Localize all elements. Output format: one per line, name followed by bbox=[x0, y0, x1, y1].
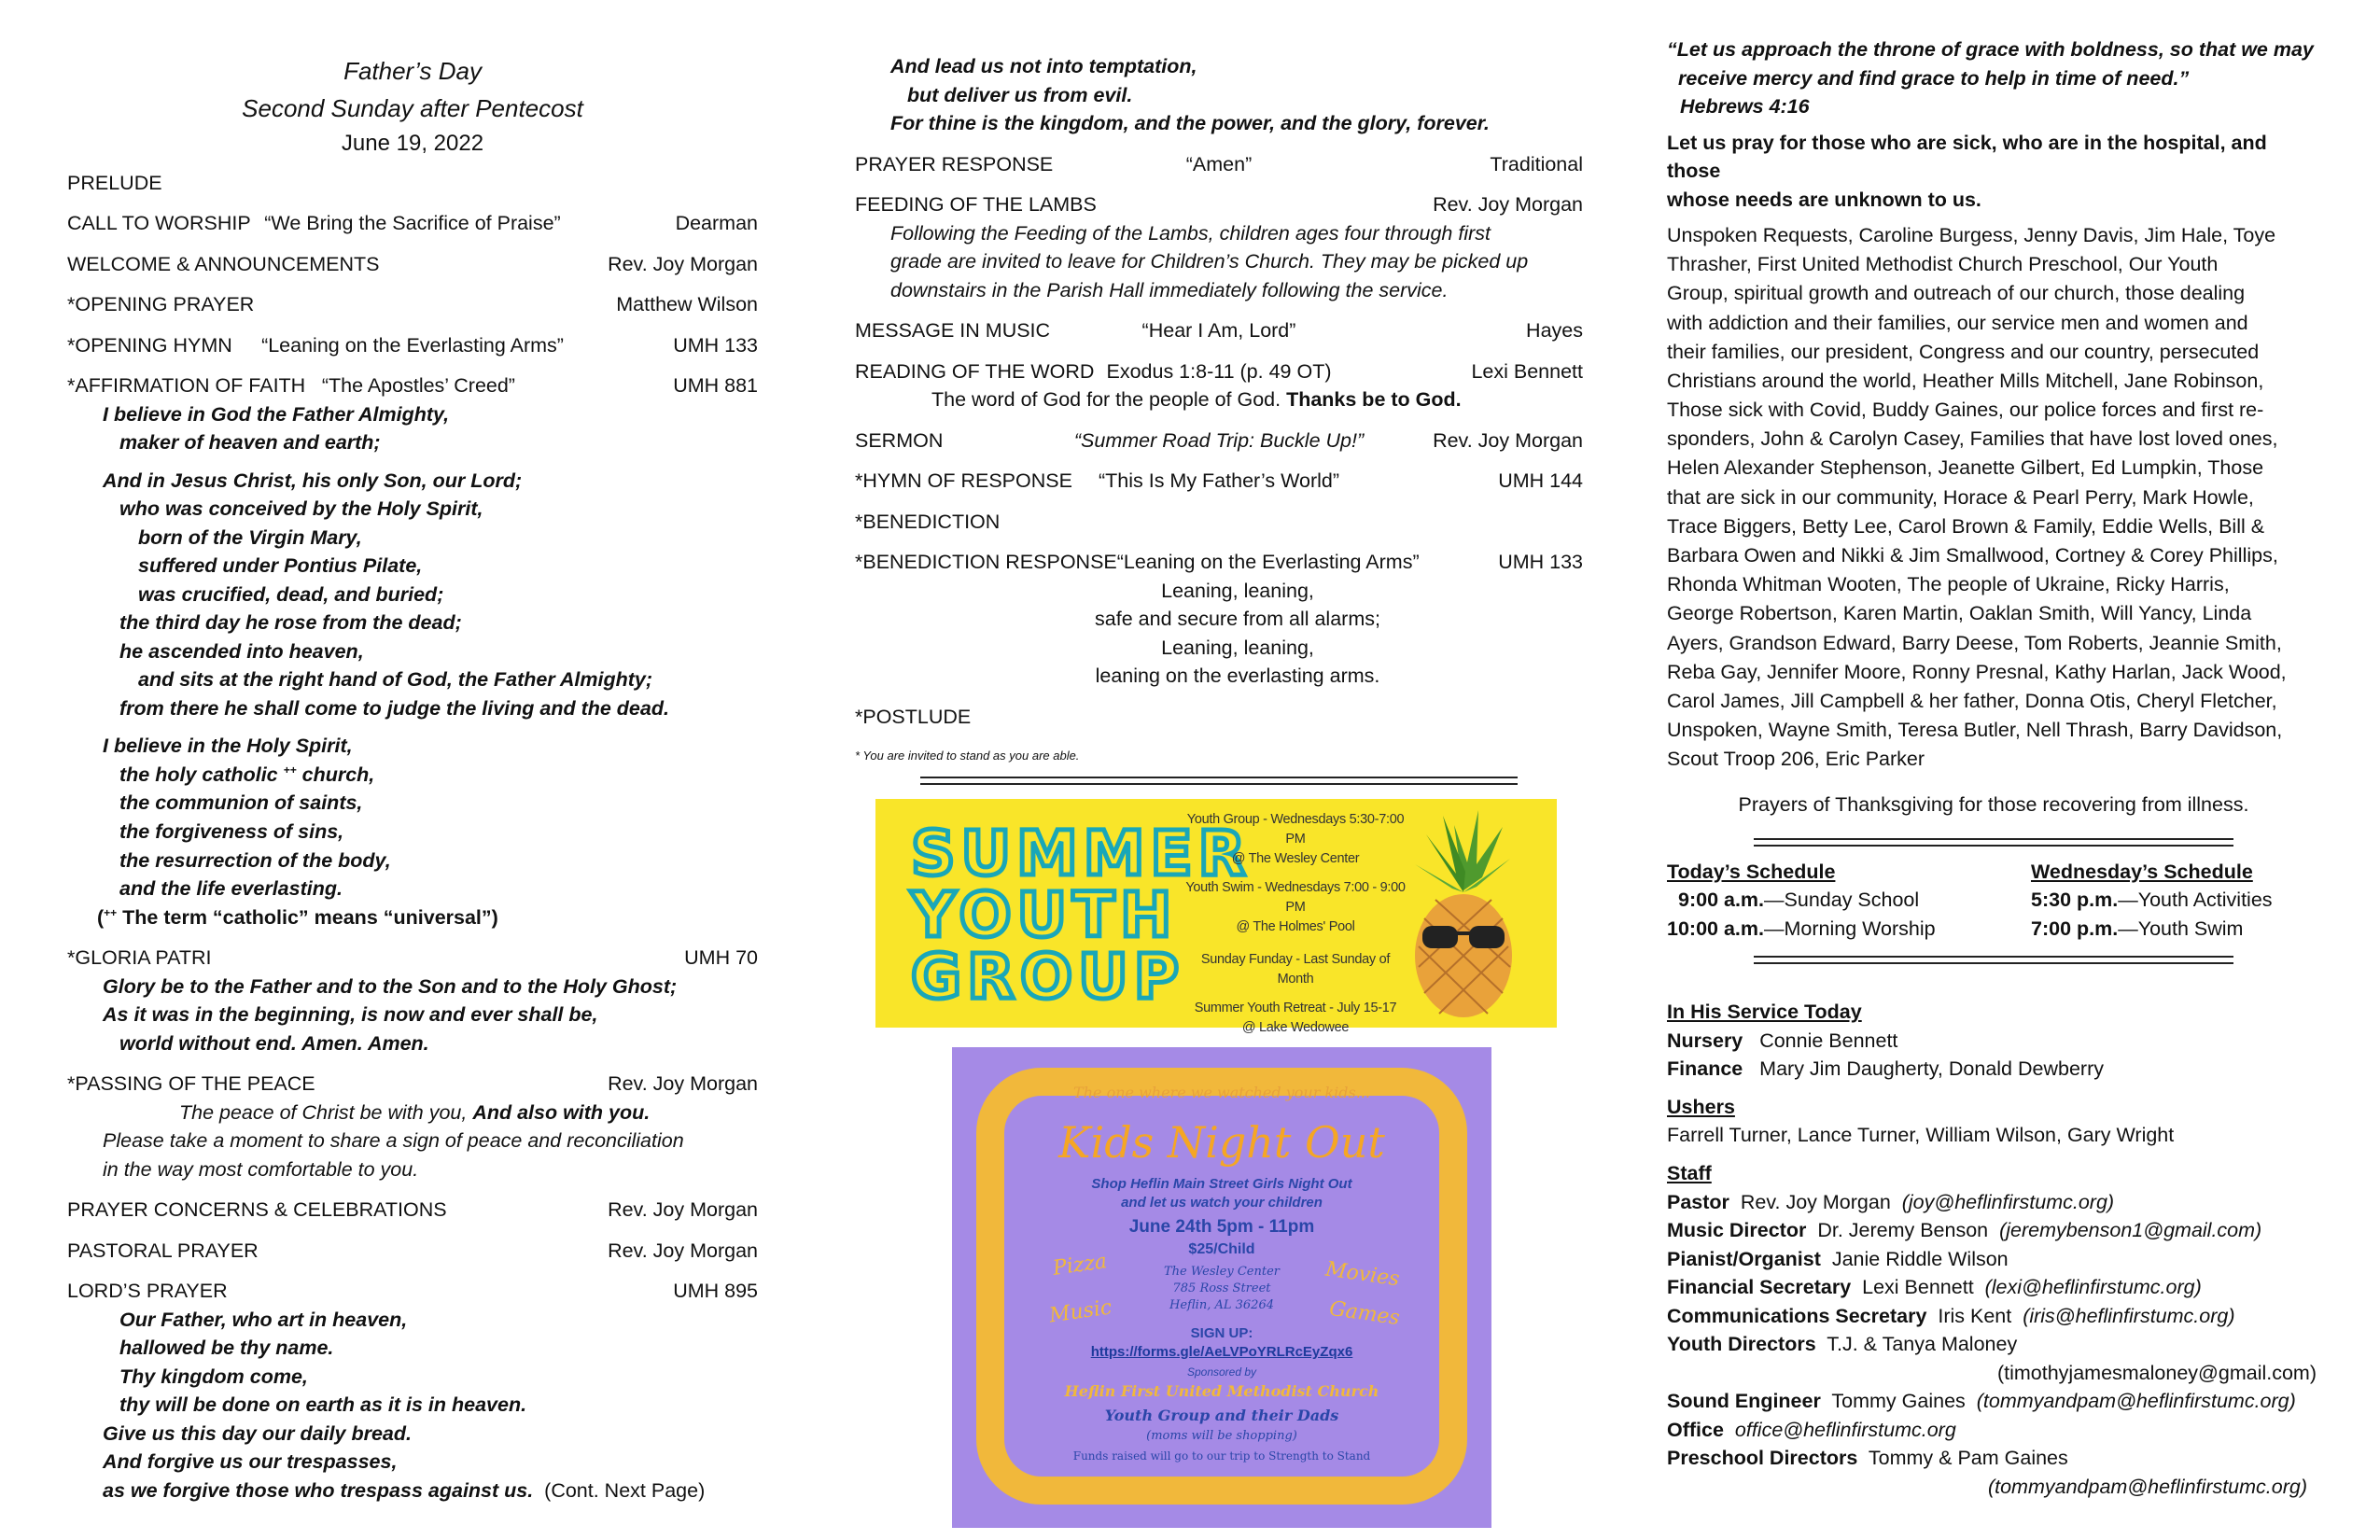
gloria-patri: *GLORIA PATRI UMH 70 bbox=[67, 946, 758, 970]
postlude: *POSTLUDE bbox=[855, 705, 972, 728]
feeding-instructions: Following the Feeding of the Lambs, children ages four through first grade are invited to leave for Children’s Church. They may be picked up downstairs in the Parish Hall immediately following the service. bbox=[890, 221, 1529, 301]
benediction-lyrics: Leaning, leaning, safe and secure from all alarms; Leaning, leaning, leaning on the everlasting arms. bbox=[1095, 579, 1380, 688]
youth-directors-email: (timothyjamesmaloney@gmail.com) bbox=[1996, 1361, 2317, 1384]
feeding-of-the-lambs: FEEDING OF THE LAMBS Rev. Joy Morgan bbox=[855, 193, 1583, 217]
peace-response: The peace of Christ be with you, And also with you. bbox=[179, 1100, 651, 1124]
scripture-verse: “Let us approach the throne of grace with boldness, so that we may receive mercy and find grace to help in time of need.” Hebrews 4:16 bbox=[1667, 38, 2314, 119]
summer-youth-group-heading: SUMMER YOUTH GROUP bbox=[911, 818, 1252, 1013]
lords-prayer-continued: And lead us not into temptation, but deliver us from evil. For thine is the kingdom, and the power, and the glory, forever. bbox=[890, 55, 1490, 135]
order-of-worship-column-1: Father’s Day Second Sunday after Pentecost June 19, 2022 PRELUDE CALL TO WORSHIP “We Bring the Sacrifice of Praise” Dearman WELCOME & ANNOUNCEMENTS Rev. Joy Morgan *OPENING PRAYER Matthew Wilson *OPENING HYMN “Leaning on the Everlasting Arms” UMH 133 *AFFIRMATION OF FAITH “The Apostles’ Creed” UMH 881 I believe in God the Father Almighty, maker of heaven and earth; And in Jesus Christ, his only Son, our Lord; who was conceived by the Holy Spirit, born of the Virgin Mary, suffered under Pontius Pilate, was crucified, dead, and buried; the third day he rose from the dead; he ascended into heaven, and sits at the right hand of God, the Father Almighty; from there he shall come to judge the living and the dead. I believe in the Holy Spirit, the holy catholic ++ church, the communion of saints, the forgiveness of sins, the resurrection of the body, and the life everlasting. (++ The term “catholic” means “universal”) *GLORIA PATRI UMH 70 Glory be to the Father and to the Son and to the Holy Ghost; As it was in the beginning, is now and ever shall be, world without end. Amen. Amen. *PASSING OF THE PEACE Rev. Joy Morgan The peace of Christ be with you, And also with you. Please take a moment to share a sign of peace and reconciliation in the way most comfortable to you. PRAYER CONCERNS & CELEBRATIONS Rev. Joy Morgan PASTORAL PRAYER Rev. Joy Morgan LORD’S PRAYER UMH 895 Our Father, who art in heaven, hallowed be thy name. Thy kingdom come, thy will be done on earth as it is in heaven. Give us this day our daily bread. And forgive us our trespasses, as we forgive those who trespass against us. (Cont. Next Page) bbox=[67, 52, 758, 1505]
pizza-label: Pizza bbox=[1051, 1250, 1109, 1281]
bulletin-date: June 19, 2022 bbox=[341, 130, 484, 156]
message-in-music: MESSAGE IN MUSIC “Hear I Am, Lord” Hayes bbox=[855, 319, 1583, 343]
staff-row: Pastor Rev. Joy Morgan (joy@heflinfirstumc.org) bbox=[1667, 1190, 2115, 1213]
sermon: SERMON “Summer Road Trip: Buckle Up!” Rev. Joy Morgan bbox=[855, 428, 1583, 452]
staff-row: Financial Secretary Lexi Bennett (lexi@heflinfirstumc.org) bbox=[1667, 1276, 2202, 1299]
benediction-response: *BENEDICTION RESPONSE “Leaning on the Everlasting Arms” UMH 133 bbox=[855, 551, 1583, 574]
staff-row: Youth Directors T.J. & Tanya Maloney bbox=[1667, 1333, 2018, 1356]
prayer-intro: Let us pray for those who are sick, who are in the hospital, and those whose needs are unknown to us. bbox=[1667, 131, 2267, 211]
prayer-requests: Unspoken Requests, Caroline Burgess, Jenny Davis, Jim Hale, Toye Thrasher, First United Methodist Church Preschool, Our Youth Group, spiritual growth and outreach of our church, those dealing with addiction and their families, our service men and women and their families, our president, Congress and our country, persecuted Christians around the world, Heather Mills Mitchell, Jane Robinson, Those sick with Covid, Buddy Gaines, our police forces and first re- sponders, John & Carolyn Casey, Families that have lost loved ones, Helen Alexander Stephenson, Jeanette Gilbert, Ed Lumpkin, Those that are sick in our community, Horace & Pearl Perry, Mark Howle, Trace Biggers, Betty Lee, Carol Brown & Family, Eddie Wells, Bill & Barbara Owen and Nikki & Jim Smallwood, Cortney & Corey Phillips, Rhonda Whitman Wooten, The people of Ukraine, Ricky Harris, George Robertson, Karen Martin, Oaklan Smith, Will Yancy, Linda Ayers, Grandson Edward, Barry Deese, Tom Roberts, Jeannie Smith, Reba Gay, Jennifer Moore, Ronny Presnal, Kathy Harlan, Jack Wood, Carol James, Jill Campbell & her father, Donna Otis, Cheryl Fletcher, Unspoken, Wayne Smith, Teresa Butler, Nell Thrash, Barry Davidson, Scout Troop 206, Eric Parker bbox=[1667, 224, 2287, 771]
event-date: June 24th 5pm - 11pm bbox=[1128, 1217, 1315, 1237]
reading-response: The word of God for the people of God. Thanks be to God. bbox=[931, 388, 1462, 412]
signup-link[interactable]: https://forms.gle/AeLVPoYRLRcEyZqx6 bbox=[1090, 1344, 1353, 1360]
stand-note: * You are invited to stand as you are able. bbox=[855, 749, 1080, 763]
opening-hymn: *OPENING HYMN “Leaning on the Everlasting Arms” UMH 133 bbox=[67, 333, 758, 357]
divider bbox=[1754, 838, 2233, 847]
reading-of-the-word: READING OF THE WORD Exodus 1:8-11 (p. 49 OT) Lexi Bennett bbox=[855, 359, 1583, 383]
prayer-and-info-column bbox=[1667, 35, 2320, 1501]
catholic-note: (++ The term “catholic” means “universal”) bbox=[97, 905, 498, 929]
pastoral-prayer: PASTORAL PRAYER Rev. Joy Morgan bbox=[67, 1239, 758, 1262]
prelude: PRELUDE bbox=[67, 171, 162, 194]
gloria-text: Glory be to the Father and to the Son and to the Holy Ghost; As it was in the beginning, is now and ever shall be, world without end. Amen. Amen. bbox=[103, 974, 678, 1055]
flyer-tagline: The one where we watched your kids... bbox=[1073, 1084, 1370, 1101]
music-label: Music bbox=[1047, 1295, 1113, 1328]
movies-label: Movies bbox=[1323, 1257, 1401, 1292]
opening-prayer: *OPENING PRAYER Matthew Wilson bbox=[67, 293, 758, 316]
flyer-title: Kids Night Out bbox=[1058, 1117, 1385, 1168]
order-of-worship-column-2 bbox=[855, 52, 1583, 785]
apostles-creed: I believe in God the Father Almighty, maker of heaven and earth; And in Jesus Christ, his only Son, our Lord; who was conceived by the Holy Spirit, born of the Virgin Mary, suffered under Pontius Pilate, was crucified, dead, and buried; the third day he rose from the dead; he ascended into heaven, and sits at the right hand of God, the Father Almighty; from there he shall come to judge the living and the dead. I believe in the Holy Spirit, the holy catholic ++ church, the communion of saints, the forgiveness of sins, the resurrection of the body, and the life everlasting. bbox=[103, 402, 669, 901]
staff-row: Office office@heflinfirstumc.org bbox=[1667, 1418, 1956, 1441]
staff-list bbox=[1667, 1188, 2320, 1502]
summer-youth-group-banner bbox=[875, 799, 1557, 1036]
staff-row: Pianist/Organist Janie Riddle Wilson bbox=[1667, 1247, 2009, 1270]
affirmation-of-faith: *AFFIRMATION OF FAITH “The Apostles’ Creed” UMH 881 bbox=[67, 374, 758, 398]
staff-row: Communications Secretary Iris Kent (iris@heflinfirstumc.org) bbox=[1667, 1304, 2235, 1327]
youth-schedule-info: Youth Group - Wednesdays 5:30-7:00 PM @ The Wesley Center Youth Swim - Wednesdays 7:00 - 9:00 PM @ The Holmes' Pool Sunday Funday - Last Sunday of Month Summer Youth Retreat - July 15-17 @ Lake Wedowee bbox=[1185, 812, 1406, 1036]
prayer-response: PRAYER RESPONSE “Amen” Traditional bbox=[855, 152, 1583, 175]
continued-note: (Cont. Next Page) bbox=[544, 1478, 706, 1502]
benediction: *BENEDICTION bbox=[855, 510, 1001, 533]
pineapple-icon bbox=[1398, 806, 1529, 1023]
divider bbox=[1754, 956, 2233, 964]
thanksgiving-note: Prayers of Thanksgiving for those recovering from illness. bbox=[1738, 793, 2249, 817]
lords-prayer: LORD’S PRAYER UMH 895 bbox=[67, 1280, 758, 1303]
prayer-concerns: PRAYER CONCERNS & CELEBRATIONS Rev. Joy Morgan bbox=[67, 1198, 758, 1222]
staff-row: Preschool Directors Tommy & Pam Gaines bbox=[1667, 1447, 2068, 1470]
staff-row: Sound Engineer Tommy Gaines (tommyandpam@heflinfirstumc.org) bbox=[1667, 1390, 2296, 1413]
call-to-worship: CALL TO WORSHIP “We Bring the Sacrifice of Praise” Dearman bbox=[67, 212, 758, 235]
peace-instructions: Please take a moment to share a sign of peace and reconciliation bbox=[103, 1129, 684, 1153]
wednesday-schedule: Wednesday’s Schedule 5:30 p.m.—Youth Activities 7:00 p.m.—Youth Swim bbox=[2031, 860, 2273, 940]
staff-row: Music Director Dr. Jeremy Benson (jeremybenson1@gmail.com) bbox=[1667, 1219, 2262, 1242]
bulletin-subtitle: Second Sunday after Pentecost bbox=[242, 94, 583, 123]
games-label: Games bbox=[1327, 1296, 1402, 1331]
preschool-directors-email: (tommyandpam@heflinfirstumc.org) bbox=[1987, 1475, 2307, 1498]
welcome-announcements: WELCOME & ANNOUNCEMENTS Rev. Joy Morgan bbox=[67, 252, 758, 275]
hymn-of-response: *HYMN OF RESPONSE “This Is My Father’s World” UMH 144 bbox=[855, 469, 1583, 493]
passing-of-the-peace: *PASSING OF THE PEACE Rev. Joy Morgan bbox=[67, 1072, 758, 1096]
kids-night-out-flyer: The one where we watched your kids... Kids Night Out Shop Heflin Main Street Girls Night Out and let us watch your children June 24th 5pm - 11pm $25/Child The Wesley Center 785 Ross Street Heflin, AL 36264 Pizza Music Movies Games SIGN UP: https://forms.gle/AeLVPoYRLRcEyZqx6 Sponsored by Heflin First United Methodist Church Youth Group and their Dads (moms will be shopping) Funds raised will go to our trip to Strength to Stand bbox=[952, 1047, 1491, 1528]
schedules bbox=[1667, 858, 2320, 944]
event-price: $25/Child bbox=[1188, 1241, 1255, 1257]
bulletin-title: Father’s Day bbox=[343, 57, 482, 85]
divider bbox=[920, 777, 1518, 785]
lords-prayer-text: Our Father, who art in heaven, hallowed be thy name. Thy kingdom come, thy will be done on earth as it is in heaven. Give us this day our daily bread. And forgive us our trespasses, as we forgive those who trespass against us. (Cont. Next Page) bbox=[103, 1308, 706, 1502]
todays-schedule: Today’s Schedule 9:00 a.m.—Sunday School 10:00 a.m.—Morning Worship bbox=[1667, 860, 1936, 940]
in-his-service: In His Service Today Nursery Connie Bennett Finance Mary Jim Daugherty, Donald Dewberry Ushers Farrell Turner, Lance Turner, William Wilson, Gary Wright Staff bbox=[1667, 1001, 2175, 1184]
